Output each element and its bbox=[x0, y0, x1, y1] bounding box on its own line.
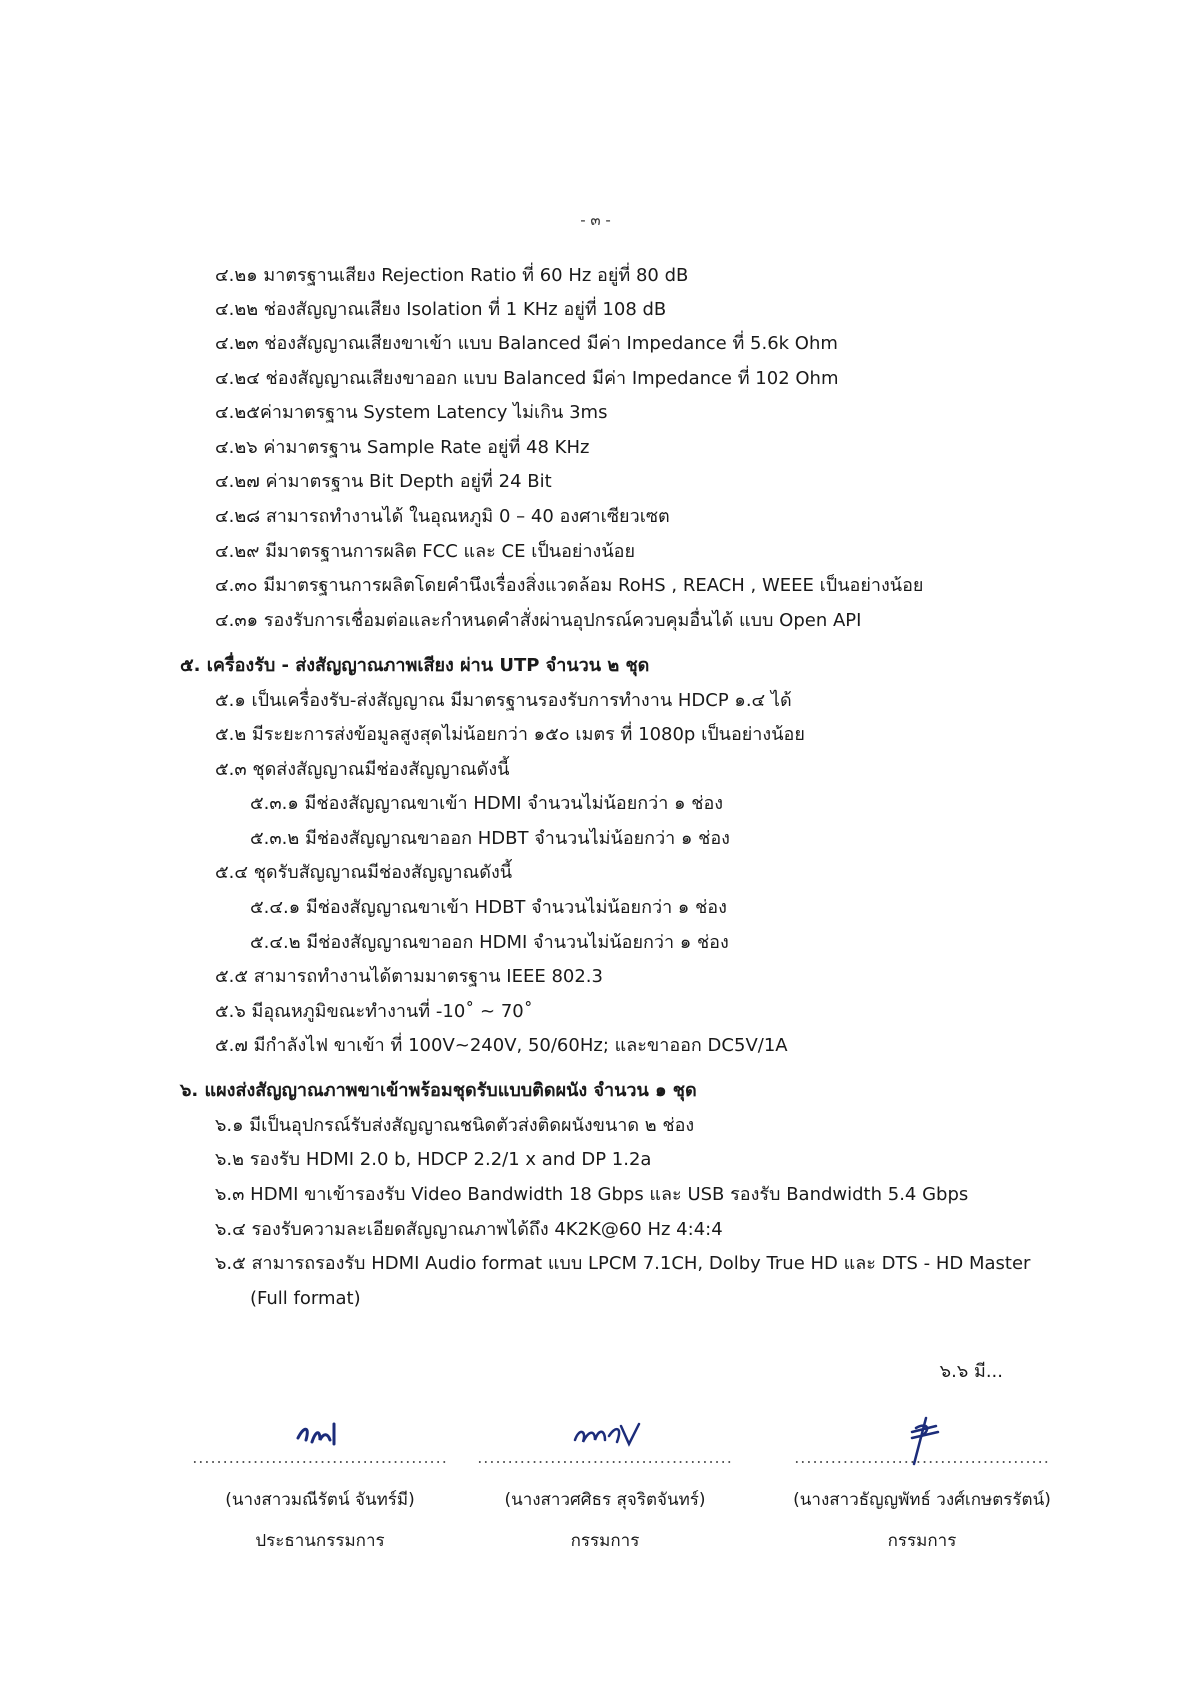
list-item: ๕.๔.๑ มีช่องสัญญาณขาเข้า HDBT จำนวนไม่น้อยกว่า ๑ ช่อง bbox=[250, 897, 727, 918]
signer-role: กรรมการ bbox=[887, 1531, 957, 1551]
signature-mark bbox=[762, 1412, 1082, 1452]
list-item: ๕.๓.๑ มีช่องสัญญาณขาเข้า HDMI จำนวนไม่น้อยกว่า ๑ ช่อง bbox=[250, 793, 724, 814]
signer-role: กรรมการ bbox=[570, 1531, 640, 1551]
signer-role: ประธานกรรมการ bbox=[255, 1531, 385, 1551]
signature-block-chair bbox=[170, 1412, 470, 1554]
signature-line: .......................................... bbox=[794, 1452, 1050, 1466]
list-item: ๕.๕ สามารถทำงานได้ตามมาตรฐาน IEEE 802.3 bbox=[215, 966, 603, 987]
list-item: ๕.๓.๒ มีช่องสัญญาณขาออก HDBT จำนวนไม่น้อยกว่า ๑ ช่อง bbox=[250, 828, 730, 849]
signature-line: .......................................... bbox=[477, 1452, 733, 1466]
list-item: ๔.๒๑ มาตรฐานเสียง Rejection Ratio ที่ 60 Hz อยู่ที่ 80 dB bbox=[215, 265, 689, 286]
list-item: ๕.๑ เป็นเครื่องรับ-ส่งสัญญาณ มีมาตรฐานรองรับการทำงาน HDCP ๑.๔ ได้ bbox=[215, 690, 792, 711]
signer-name: (นางสาวธัญญพัทธ์ วงศ์เกษตรรัตน์) bbox=[793, 1490, 1051, 1510]
list-item: (Full format) bbox=[250, 1288, 361, 1309]
signature-mark bbox=[170, 1412, 470, 1452]
list-item: ๖.๔ รองรับความละเอียดสัญญาณภาพได้ถึง 4K2K@60 Hz 4:4:4 bbox=[215, 1219, 723, 1240]
list-item: ๕.๒ มีระยะการส่งข้อมูลสูงสุดไม่น้อยกว่า ๑๕๐ เมตร ที่ 1080p เป็นอย่างน้อย bbox=[215, 724, 805, 745]
list-item: ๔.๓๐ มีมาตรฐานการผลิตโดยคำนึงเรื่องสิ่งแวดล้อม RoHS , REACH , WEEE เป็นอย่างน้อย bbox=[215, 575, 924, 596]
list-item: ๕.๔ ชุดรับสัญญาณมีช่องสัญญาณดังนี้ bbox=[215, 862, 513, 883]
section-heading: ๖. แผงส่งสัญญาณภาพขาเข้าพร้อมชุดรับแบบติดผนัง จำนวน ๑ ชุด bbox=[180, 1080, 697, 1101]
signer-name: (นางสาวมณีรัตน์ จันทร์มี) bbox=[225, 1490, 415, 1510]
list-item: ๖.๓ HDMI ขาเข้ารองรับ Video Bandwidth 18 Gbps และ USB รองรับ Bandwidth 5.4 Gbps bbox=[215, 1184, 969, 1205]
list-item: ๔.๒๗ ค่ามาตรฐาน Bit Depth อยู่ที่ 24 Bit bbox=[215, 471, 552, 492]
page-number: - ๓ - bbox=[580, 211, 611, 229]
list-item: ๔.๒๔ ช่องสัญญาณเสียงขาออก แบบ Balanced มีค่า Impedance ที่ 102 Ohm bbox=[215, 368, 839, 389]
list-item: ๔.๒๓ ช่องสัญญาณเสียงขาเข้า แบบ Balanced มีค่า Impedance ที่ 5.6k Ohm bbox=[215, 333, 838, 354]
list-item: ๕.๖ มีอุณหภูมิขณะทำงานที่ -10˚ ~ 70˚ bbox=[215, 1001, 533, 1022]
signature-line: .......................................... bbox=[192, 1452, 448, 1466]
list-item: ๔.๒๖ ค่ามาตรฐาน Sample Rate อยู่ที่ 48 KHz bbox=[215, 437, 590, 458]
list-item: ๕.๓ ชุดส่งสัญญาณมีช่องสัญญาณดังนี้ bbox=[215, 759, 510, 780]
list-item: ๕.๔.๒ มีช่องสัญญาณขาออก HDMI จำนวนไม่น้อยกว่า ๑ ช่อง bbox=[250, 932, 729, 953]
signature-mark bbox=[455, 1412, 755, 1452]
list-item: ๔.๒๘ สามารถทำงานได้ ในอุณหภูมิ 0 – 40 องศาเซียวเซต bbox=[215, 506, 670, 527]
list-item: ๖.๒ รองรับ HDMI 2.0 b, HDCP 2.2/1 x and DP 1.2a bbox=[215, 1149, 652, 1170]
list-item: ๔.๓๑ รองรับการเชื่อมต่อและกำหนดคำสั่งผ่านอุปกรณ์ควบคุมอื่นได้ แบบ Open API bbox=[215, 610, 862, 631]
list-item: ๔.๒๙ มีมาตรฐานการผลิต FCC และ CE เป็นอย่างน้อย bbox=[215, 541, 636, 562]
signature-block-member-2 bbox=[762, 1412, 1082, 1554]
list-item: ๖.๑ มีเป็นอุปกรณ์รับส่งสัญญาณชนิดตัวส่งติดผนังขนาด ๒ ช่อง bbox=[215, 1115, 695, 1136]
list-item: ๔.๒๒ ช่องสัญญาณเสียง Isolation ที่ 1 KHz อยู่ที่ 108 dB bbox=[215, 299, 667, 320]
list-item: ๕.๗ มีกำลังไฟ ขาเข้า ที่ 100V~240V, 50/60Hz; และขาออก DC5V/1A bbox=[215, 1035, 788, 1056]
signature-block-member-1 bbox=[455, 1412, 755, 1554]
section-heading: ๕. เครื่องรับ - ส่งสัญญาณภาพเสียง ผ่าน UTP จำนวน ๒ ชุด bbox=[180, 655, 650, 676]
list-item: ๖.๕ สามารถรองรับ HDMI Audio format แบบ LPCM 7.1CH, Dolby True HD และ DTS - HD Master bbox=[215, 1253, 1031, 1274]
signer-name: (นางสาวศศิธร สุจริตจันทร์) bbox=[504, 1490, 706, 1510]
list-item: ๔.๒๕ค่ามาตรฐาน System Latency ไม่เกิน 3ms bbox=[215, 402, 608, 423]
continuation-note: ๖.๖ มี... bbox=[939, 1361, 1003, 1382]
